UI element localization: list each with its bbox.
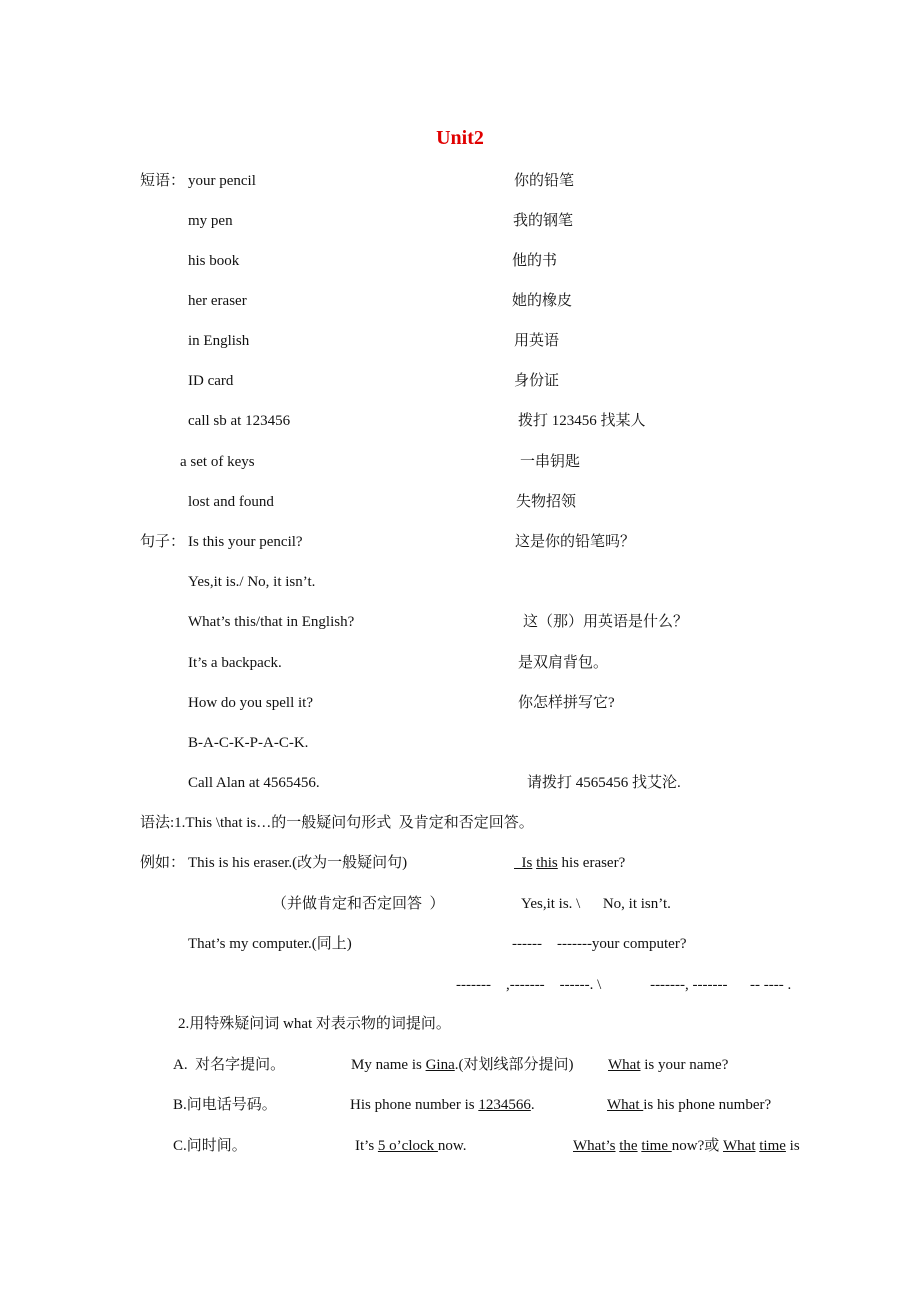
phrase-en: my pen [188, 213, 233, 229]
sentence-en: B-A-C-K-P-A-C-K. [188, 735, 309, 751]
phrase-zh: 你的铅笔 [514, 173, 575, 189]
question-answer: What is your name? [608, 1057, 729, 1073]
underlined-word: What [608, 1057, 641, 1073]
phrase-zh: 我的钢笔 [513, 213, 574, 229]
sentence-zh: 请拨打 4565456 找艾沦. [527, 775, 681, 791]
sentences-label: 句子： [140, 534, 186, 550]
grammar-point-1: 语法:1.This \that is…的一般疑问句形式 及肯定和否定回答。 [140, 815, 534, 831]
underlined-word: What [723, 1138, 756, 1154]
underlined-word: time [759, 1138, 786, 1154]
underlined-word: 1234566 [478, 1097, 531, 1113]
example-answer-1 [514, 853, 625, 873]
sentence-en: What’s this/that in English? [188, 614, 355, 630]
phrase-en: ID card [188, 373, 234, 389]
underlined-word: 5 o’clock [377, 1138, 438, 1154]
question-answer: What’s the time now?或 What time is [573, 1138, 800, 1154]
question-sentence: My name is Gina.(对划线部分提问) [351, 1057, 574, 1073]
underlined-word: this [536, 855, 558, 871]
phrase-zh: 他的书 [512, 253, 558, 269]
phrase-zh: 用英语 [514, 333, 560, 349]
answer-rest: his eraser? [557, 855, 626, 871]
sentence-en: How do you spell it? [188, 695, 313, 711]
phrase-en: lost and found [188, 494, 274, 510]
phrase-zh: 身份证 [514, 373, 560, 389]
sentence-en: It’s a backpack. [188, 655, 282, 671]
question-sentence: His phone number is 1234566. [350, 1097, 535, 1113]
underlined-word: Gina [425, 1057, 455, 1073]
phrase-en: her eraser [188, 293, 247, 309]
underlined-word: Is [521, 855, 533, 871]
question-label: B.问电话号码。 [173, 1097, 277, 1113]
example-answer-2: ------ -------your computer? [512, 936, 687, 952]
page-title: Unit2 [436, 127, 484, 149]
answer-blanks: ------- ,------- ------. \ -------, ------- -- ---- . [456, 977, 792, 993]
sentence-zh: 是双肩背包。 [518, 655, 609, 671]
example-label: 例如： [140, 855, 186, 871]
question-label: C.问时间。 [173, 1138, 247, 1154]
sentence-en: Call Alan at 4565456. [188, 775, 320, 791]
phrase-zh: 拨打 123456 找某人 [518, 413, 646, 429]
phrases-label: 短语： [140, 173, 186, 189]
phrase-en: a set of keys [180, 454, 255, 470]
example-sentence-1: This is his eraser.(改为一般疑问句) [188, 855, 408, 871]
underlined-word: time [641, 1138, 672, 1154]
question-sentence: It’s 5 o’clock now. [355, 1138, 467, 1154]
sentence-en: Yes,it is./ No, it isn’t. [188, 574, 316, 590]
example-note: （并做肯定和否定回答 ） [272, 896, 445, 912]
sentence-zh: 你怎样拼写它? [518, 695, 615, 711]
question-answer: What is his phone number? [607, 1097, 772, 1113]
underlined-word: What [607, 1097, 644, 1113]
grammar-point-2: 2.用特殊疑问词 what 对表示物的词提问。 [178, 1016, 451, 1032]
phrase-en: call sb at 123456 [188, 413, 291, 429]
example-sentence-2: That’s my computer.(同上) [188, 936, 352, 952]
question-label: A. 对名字提问。 [173, 1057, 286, 1073]
phrase-zh: 她的橡皮 [512, 293, 573, 309]
sentence-zh: 这（那）用英语是什么？ [523, 614, 689, 630]
underlined-word: What’s [573, 1138, 616, 1154]
underlined-word: the [619, 1138, 638, 1154]
sentence-zh: 这是你的铅笔吗？ [515, 534, 636, 550]
phrase-en: his book [188, 253, 240, 269]
phrase-zh: 一串钥匙 [520, 454, 581, 470]
phrase-en: in English [188, 333, 250, 349]
phrase-en: your pencil [188, 173, 256, 189]
sentence-en: Is this your pencil? [188, 534, 303, 550]
example-answer-note: Yes,it is. \ No, it isn’t. [521, 896, 671, 912]
phrase-zh: 失物招领 [516, 494, 577, 510]
